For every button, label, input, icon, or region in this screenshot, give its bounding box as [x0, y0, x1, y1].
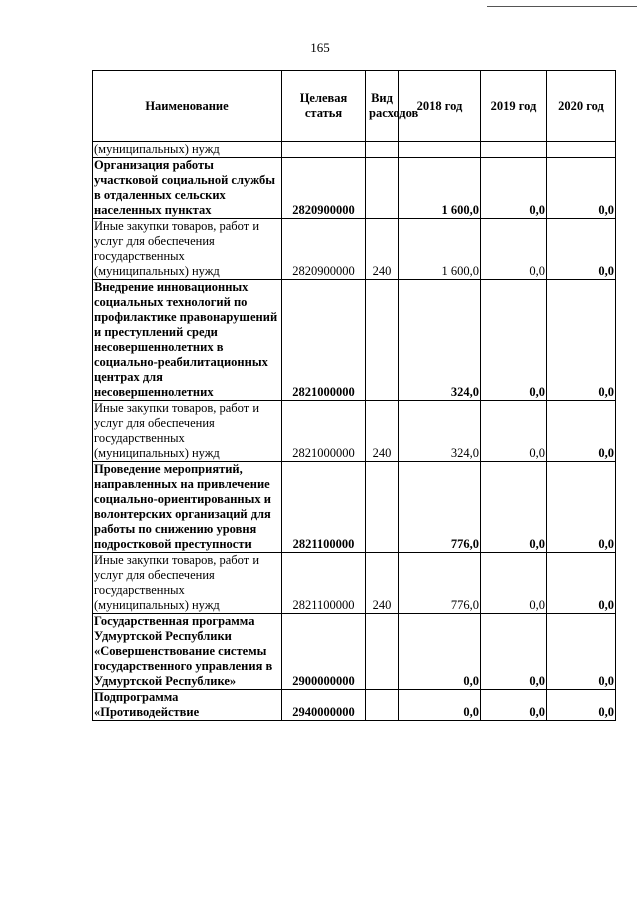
row-expense: 240 — [366, 401, 399, 462]
row-expense: 240 — [366, 553, 399, 614]
header-2019: 2019 год — [481, 71, 547, 142]
row-2020: 0,0 — [547, 614, 616, 690]
page-number: 165 — [310, 40, 330, 55]
table-row — [93, 158, 616, 219]
row-2019: 0,0 — [481, 401, 547, 462]
row-2020: 0,0 — [547, 219, 616, 280]
row-code: 2940000000 — [282, 690, 366, 721]
row-2019: 0,0 — [481, 280, 547, 401]
row-2019: 0,0 — [481, 219, 547, 280]
row-2020: 0,0 — [547, 553, 616, 614]
row-expense — [366, 614, 399, 690]
header-expense: Вид расходов — [366, 71, 399, 142]
row-2020: 0,0 — [547, 462, 616, 553]
table-row — [93, 401, 616, 462]
row-2020: 0,0 — [547, 690, 616, 721]
row-2018: 1 600,0 — [399, 158, 481, 219]
row-2018: 0,0 — [399, 690, 481, 721]
row-2018: 324,0 — [399, 280, 481, 401]
row-2020 — [547, 142, 616, 158]
row-name: Иные закупки товаров, работ и услуг для обеспечения государственных (муниципальных) нужд — [93, 401, 282, 462]
row-name: Иные закупки товаров, работ и услуг для обеспечения государственных (муниципальных) нужд — [93, 219, 282, 280]
table-row — [93, 462, 616, 553]
row-code: 2900000000 — [282, 614, 366, 690]
row-2019 — [481, 142, 547, 158]
row-2019: 0,0 — [481, 553, 547, 614]
table-header-row — [93, 71, 616, 142]
budget-table — [92, 70, 616, 721]
row-expense — [366, 280, 399, 401]
row-2018: 0,0 — [399, 614, 481, 690]
row-name: Проведение мероприятий, направленных на привлечение социально-ориентированных и волонтерских организаций для работы по снижению уровня подростковой преступности — [93, 462, 282, 553]
header-code: Целевая статья — [282, 71, 366, 142]
row-2020: 0,0 — [547, 280, 616, 401]
row-2019: 0,0 — [481, 690, 547, 721]
table-row — [93, 219, 616, 280]
row-2018: 1 600,0 — [399, 219, 481, 280]
row-expense — [366, 158, 399, 219]
header-2018: 2018 год — [399, 71, 481, 142]
row-code: 2821100000 — [282, 462, 366, 553]
table-row — [93, 690, 616, 721]
row-code — [282, 142, 366, 158]
row-name: Государственная программа Удмуртской Республики «Совершенствование системы государственного управления в Удмуртской Республике» — [93, 614, 282, 690]
row-expense: 240 — [366, 219, 399, 280]
row-expense — [366, 142, 399, 158]
table-row — [93, 280, 616, 401]
row-2019: 0,0 — [481, 614, 547, 690]
row-code: 2820900000 — [282, 158, 366, 219]
header-2020: 2020 год — [547, 71, 616, 142]
row-2018: 324,0 — [399, 401, 481, 462]
header-name: Наименование — [93, 71, 282, 142]
header-rule — [487, 6, 637, 7]
row-code: 2821000000 — [282, 280, 366, 401]
row-name: Иные закупки товаров, работ и услуг для обеспечения государственных (муниципальных) нужд — [93, 553, 282, 614]
row-2018: 776,0 — [399, 462, 481, 553]
table-row — [93, 142, 616, 158]
row-2019: 0,0 — [481, 462, 547, 553]
table-row — [93, 614, 616, 690]
row-2020: 0,0 — [547, 158, 616, 219]
row-code: 2820900000 — [282, 219, 366, 280]
row-2020: 0,0 — [547, 401, 616, 462]
row-name: Подпрограмма «Противодействие — [93, 690, 282, 721]
row-expense — [366, 462, 399, 553]
row-expense — [366, 690, 399, 721]
row-name: (муниципальных) нужд — [93, 142, 282, 158]
row-code: 2821000000 — [282, 401, 366, 462]
row-2018 — [399, 142, 481, 158]
row-code: 2821100000 — [282, 553, 366, 614]
row-name: Организация работы участковой социальной службы в отдаленных сельских населенных пунктах — [93, 158, 282, 219]
row-2018: 776,0 — [399, 553, 481, 614]
row-name: Внедрение инновационных социальных технологий по профилактике правонарушений и преступлений среди несовершеннолетних в социально-реабилитационных центрах для несовершеннолетних — [93, 280, 282, 401]
table-row — [93, 553, 616, 614]
row-2019: 0,0 — [481, 158, 547, 219]
